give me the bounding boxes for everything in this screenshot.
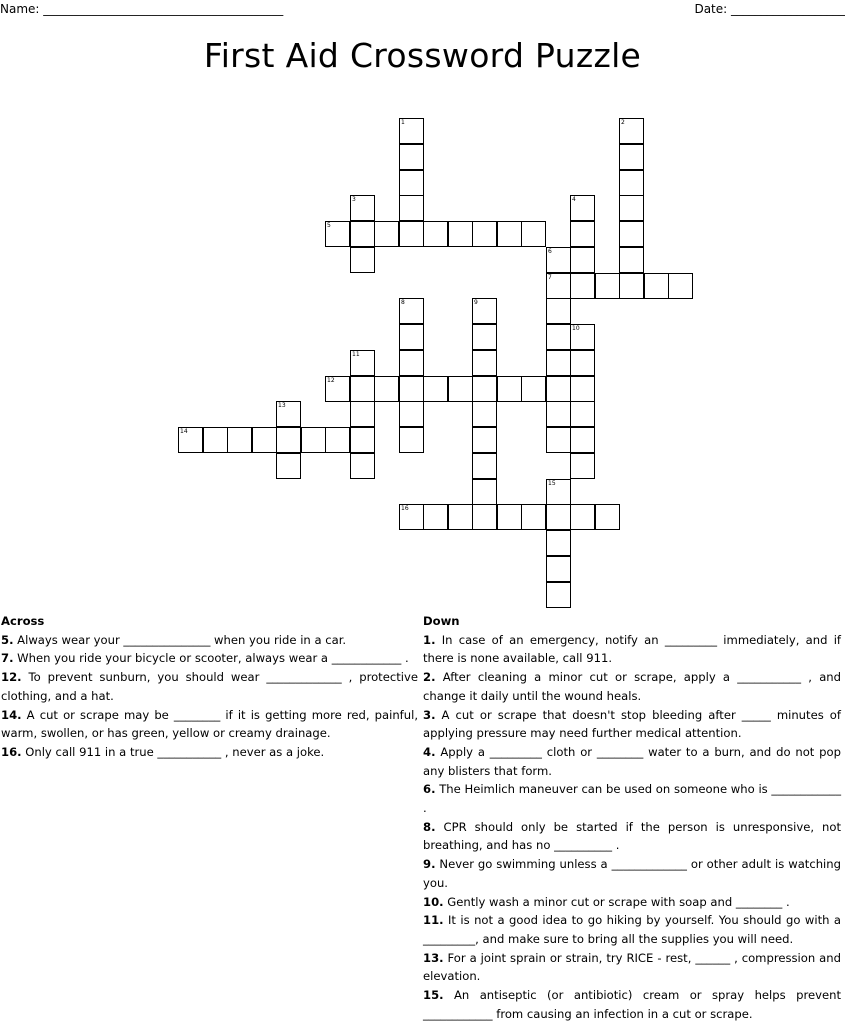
grid-cell[interactable] — [472, 324, 497, 350]
down-clue — [423, 949, 841, 986]
name-field-line: Name: ________________________________________ — [0, 2, 284, 16]
date-field-line: Date: ___________________ — [694, 2, 845, 16]
grid-cell[interactable] — [448, 376, 473, 402]
grid-cell[interactable] — [350, 195, 375, 221]
grid-cell[interactable] — [399, 298, 424, 324]
clue-number: 14. — [1, 707, 22, 722]
cell-number: 15 — [548, 480, 556, 487]
cell-number: 5 — [327, 222, 331, 229]
grid-cell[interactable] — [301, 427, 326, 453]
grid-cell[interactable] — [350, 350, 375, 376]
grid-cell[interactable] — [546, 504, 571, 530]
down-clues — [423, 612, 841, 1023]
grid-cell[interactable] — [399, 221, 424, 247]
down-clue — [423, 911, 841, 948]
grid-cell[interactable] — [570, 247, 595, 273]
down-clue — [423, 893, 841, 912]
down-clue — [423, 855, 841, 892]
cell-number: 4 — [572, 196, 576, 203]
clue-number: 10. — [423, 894, 444, 909]
clue-text: A cut or scrape that doesn't stop bleeding after _____ minutes of applying pressure may need further medical attention. — [423, 707, 841, 741]
cell-number: 7 — [548, 274, 552, 281]
grid-cell[interactable] — [570, 324, 595, 350]
clue-text: When you ride your bicycle or scooter, always wear a ____________ . — [17, 651, 409, 666]
grid-cell[interactable] — [350, 427, 375, 453]
grid-cell[interactable] — [325, 427, 350, 453]
clue-number: 5. — [1, 632, 14, 647]
grid-cell[interactable] — [448, 221, 473, 247]
grid-cell[interactable] — [497, 221, 522, 247]
grid-cell[interactable] — [570, 195, 595, 221]
across-clue — [1, 706, 418, 743]
grid-cell[interactable] — [546, 376, 571, 402]
down-heading: Down — [423, 614, 460, 628]
grid-cell[interactable] — [570, 376, 595, 402]
cell-number: 13 — [278, 402, 286, 409]
page-title: First Aid Crossword Puzzle — [203, 36, 642, 75]
grid-cell[interactable] — [399, 504, 424, 530]
grid-cell[interactable] — [570, 401, 595, 427]
grid-cell[interactable] — [619, 170, 644, 196]
grid-cell[interactable] — [521, 376, 546, 402]
grid-cell[interactable] — [350, 401, 375, 427]
clue-text: The Heimlich maneuver can be used on someone who is ____________ . — [423, 782, 841, 816]
grid-cell[interactable] — [472, 453, 497, 479]
grid-cell[interactable] — [276, 401, 301, 427]
grid-cell[interactable] — [619, 144, 644, 170]
grid-cell[interactable] — [399, 376, 424, 402]
clue-number: 12. — [1, 670, 22, 685]
grid-cell[interactable] — [203, 427, 228, 453]
clue-text: For a joint sprain or strain, try RICE - rest, ______ , compression and elevation. — [423, 950, 841, 984]
cell-number: 16 — [401, 505, 409, 512]
across-clues — [1, 612, 418, 762]
grid-cell[interactable] — [325, 221, 350, 247]
clue-number: 6. — [423, 782, 436, 797]
grid-cell[interactable] — [570, 273, 595, 299]
grid-cell[interactable] — [472, 350, 497, 376]
cell-number: 3 — [352, 196, 356, 203]
grid-cell[interactable] — [472, 504, 497, 530]
down-clue — [423, 743, 841, 780]
clue-text: A cut or scrape may be ________ if it is getting more red, painful, warm, swollen, or has green, yellow or creamy drainage. — [1, 707, 419, 741]
grid-cell[interactable] — [276, 427, 301, 453]
grid-cell[interactable] — [595, 504, 620, 530]
grid-cell[interactable] — [619, 221, 644, 247]
down-clue — [423, 631, 841, 668]
clue-number: 9. — [423, 857, 436, 872]
grid-cell[interactable] — [644, 273, 669, 299]
across-clue — [1, 631, 418, 650]
grid-cell[interactable] — [546, 324, 571, 350]
across-clue — [1, 743, 418, 762]
grid-cell[interactable] — [619, 273, 644, 299]
clue-text: Only call 911 in a true ___________ , never as a joke. — [25, 744, 325, 759]
grid-cell[interactable] — [546, 298, 571, 324]
grid-cell[interactable] — [423, 504, 448, 530]
grid-cell[interactable] — [350, 453, 375, 479]
clue-number: 15. — [423, 988, 444, 1003]
grid-cell[interactable] — [668, 273, 693, 299]
grid-cell[interactable] — [521, 221, 546, 247]
grid-cell[interactable] — [570, 453, 595, 479]
grid-cell[interactable] — [350, 376, 375, 402]
grid-cell[interactable] — [546, 582, 571, 608]
down-clue — [423, 668, 841, 705]
cell-number: 11 — [352, 351, 360, 358]
clue-number: 7. — [1, 651, 14, 666]
grid-cell[interactable] — [546, 247, 571, 273]
grid-cell[interactable] — [399, 195, 424, 221]
clue-text: Never go swimming unless a _____________ or other adult is watching you. — [423, 857, 841, 890]
grid-cell[interactable] — [472, 376, 497, 402]
grid-cell[interactable] — [619, 195, 644, 221]
clue-number: 2. — [423, 670, 436, 685]
across-heading: Across — [1, 614, 45, 628]
grid-cell[interactable] — [472, 298, 497, 324]
grid-cell[interactable] — [546, 530, 571, 556]
grid-cell[interactable] — [252, 427, 277, 453]
grid-cell[interactable] — [399, 170, 424, 196]
cell-number: 10 — [572, 325, 580, 332]
clue-number: 8. — [423, 819, 436, 834]
grid-cell[interactable] — [497, 376, 522, 402]
grid-cell[interactable] — [399, 144, 424, 170]
grid-cell[interactable] — [276, 453, 301, 479]
grid-cell[interactable] — [546, 556, 571, 582]
grid-cell[interactable] — [399, 401, 424, 427]
grid-cell[interactable] — [325, 376, 350, 402]
grid-cell[interactable] — [399, 427, 424, 453]
grid-cell[interactable] — [350, 247, 375, 273]
clue-text: In case of an emergency, notify an _________ immediately, and if there is none available, call 911. — [423, 632, 842, 666]
clue-number: 11. — [423, 913, 444, 928]
cell-number: 2 — [621, 119, 625, 126]
grid-cell[interactable] — [423, 221, 448, 247]
grid-cell[interactable] — [227, 427, 252, 453]
down-clue — [423, 706, 841, 743]
cell-number: 8 — [401, 299, 405, 306]
grid-cell[interactable] — [399, 118, 424, 144]
grid-cell[interactable] — [350, 221, 375, 247]
grid-cell[interactable] — [399, 350, 424, 376]
grid-cell[interactable] — [546, 273, 571, 299]
down-clue — [423, 780, 841, 817]
clue-text: After cleaning a minor cut or scrape, apply a ___________ , and change it daily until the wound heals. — [423, 670, 842, 703]
grid-cell[interactable] — [423, 376, 448, 402]
cell-number: 12 — [327, 377, 335, 384]
grid-cell[interactable] — [546, 350, 571, 376]
grid-cell[interactable] — [178, 427, 203, 453]
clue-number: 3. — [423, 707, 436, 722]
clue-number: 16. — [1, 744, 22, 759]
grid-cell[interactable] — [399, 324, 424, 350]
clue-text: CPR should only be started if the person is unresponsive, not breathing, and has no __________ . — [423, 819, 842, 853]
grid-cell[interactable] — [546, 401, 571, 427]
grid-cell[interactable] — [619, 118, 644, 144]
grid-cell[interactable] — [570, 427, 595, 453]
clue-number: 4. — [423, 744, 436, 759]
cell-number: 9 — [474, 299, 478, 306]
clue-text: Apply a _________ cloth or ________ water to a burn, and do not pop any blisters that form. — [423, 744, 841, 778]
clue-text: An antiseptic (or antibiotic) cream or spray helps prevent ____________ from causing an infection in a cut or scrape. — [423, 988, 841, 1021]
grid-cell[interactable] — [570, 350, 595, 376]
cell-number: 6 — [548, 248, 552, 255]
grid-cell[interactable] — [374, 376, 399, 402]
grid-cell[interactable] — [472, 401, 497, 427]
grid-cell[interactable] — [497, 504, 522, 530]
grid-cell[interactable] — [472, 427, 497, 453]
cell-number: 14 — [180, 428, 188, 435]
clue-text: Always wear your _______________ when you ride in a car. — [17, 632, 347, 647]
grid-cell[interactable] — [374, 221, 399, 247]
clue-number: 13. — [423, 950, 444, 965]
across-clue — [1, 649, 418, 668]
grid-cell[interactable] — [619, 247, 644, 273]
clue-text: Gently wash a minor cut or scrape with soap and ________ . — [447, 894, 790, 909]
down-clue — [423, 986, 841, 1023]
clue-number: 1. — [423, 632, 436, 647]
down-clue — [423, 818, 841, 855]
grid-cell[interactable] — [521, 504, 546, 530]
grid-cell[interactable] — [546, 427, 571, 453]
across-clue — [1, 668, 418, 705]
cell-number: 1 — [401, 119, 405, 126]
grid-cell[interactable] — [595, 273, 620, 299]
grid-cell[interactable] — [472, 479, 497, 505]
clue-text: It is not a good idea to go hiking by yourself. You should go with a _________, and make sure to bring all the supplies you will need. — [423, 913, 841, 946]
grid-cell[interactable] — [570, 221, 595, 247]
grid-cell[interactable] — [448, 504, 473, 530]
grid-cell[interactable] — [546, 479, 571, 505]
grid-cell[interactable] — [472, 221, 497, 247]
grid-cell[interactable] — [570, 504, 595, 530]
clue-text: To prevent sunburn, you should wear _____________ , protective clothing, and a hat. — [1, 670, 418, 703]
